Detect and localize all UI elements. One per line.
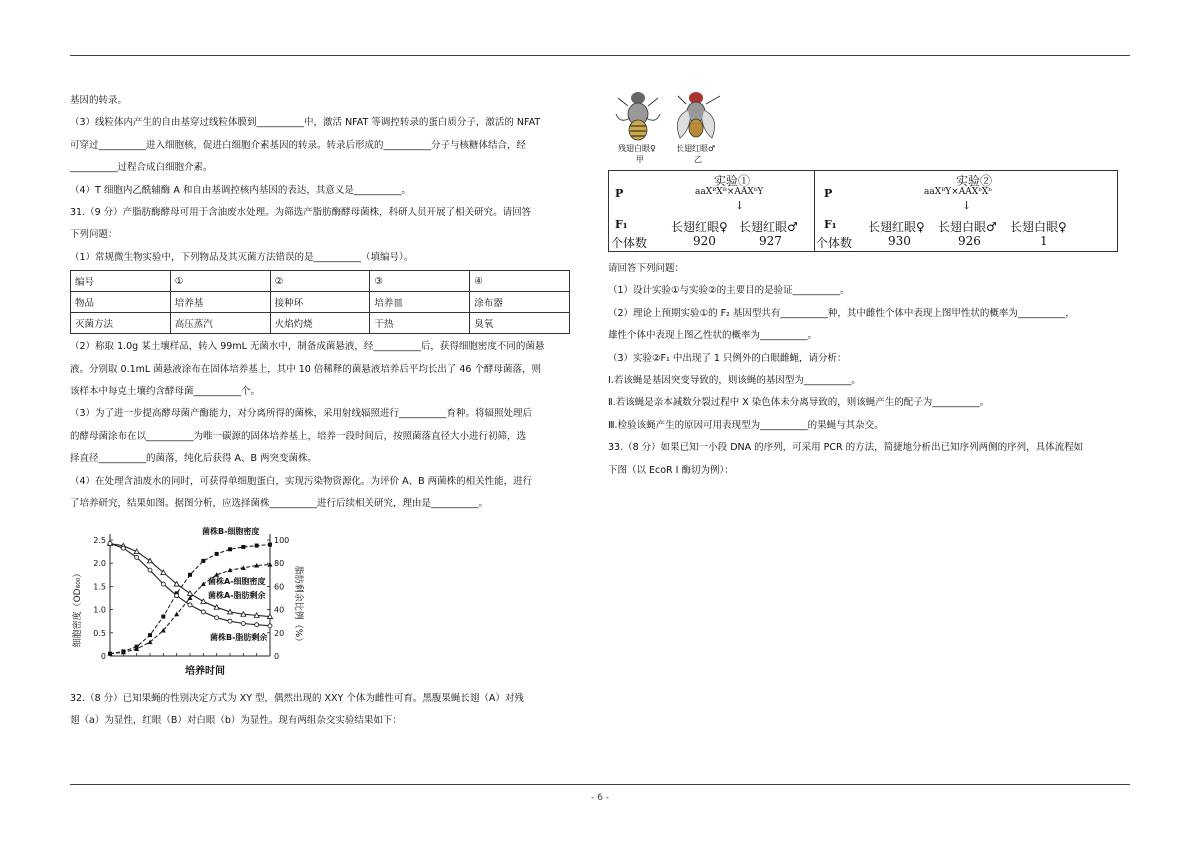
text-line: 液。分别取 0.1mL 菌悬液涂布在固体培养基上，其中 10 倍稀释的菌悬液培养后平均长出了 46 个酵母菌落，则 [70,363,541,375]
experiment-2 [816,171,1116,251]
top-rule [70,55,1130,56]
table-cell: 臭氧 [470,313,570,334]
exp1-count-0: 920 [693,234,716,248]
experiment-1 [609,171,815,251]
exp2-count-2: 1 [1040,234,1048,248]
text-line: 该样本中每克土壤约含酵母菌__________个。 [70,386,261,398]
exp1-f1-0: 长翅红眼♀ [671,220,728,234]
text-line: （1）设计实验①与实验②的主要目的是验证__________。 [608,285,850,297]
exp1-p-label: P [615,187,624,200]
table-cell: ④ [470,271,570,292]
table-row [71,271,570,292]
exp2-count-1: 926 [958,234,981,248]
exp2-f1-label: F₁ [824,218,837,231]
data-point [255,543,259,547]
table-cell: ② [270,271,370,292]
exp2-count-label: 个体数 [816,236,853,250]
table-cell: 火焰灼烧 [270,313,370,334]
exp2-arrow: ↓ [962,199,972,212]
legend-b-density: 菌株B-细胞密度 [202,526,260,536]
exp2-count-0: 930 [888,234,911,248]
legend-a-density: 菌株A-细胞密度 [208,576,266,586]
table-cell: 培养皿 [370,292,470,313]
data-point [228,547,232,551]
right-tick-label: 100 [274,535,290,545]
table-cell: 灭菌方法 [71,313,171,334]
data-point [241,544,245,548]
sterilization-table [70,270,570,334]
data-point [268,542,272,546]
text-line: 下列问题： [70,229,118,241]
fly-right-label: 长翅红眼♂ [676,144,716,153]
fly-left-sub: 甲 [636,155,644,164]
left-tick-label: 1.0 [93,605,106,615]
text-line: 择直径__________的菌落，纯化后获得 A、B 两突变菌株。 [70,453,318,465]
text-line: 请回答下列问题： [608,263,685,274]
question-33: 33.（8 分）如果已知一小段 DNA 的序列，可采用 PCR 的方法，简捷地分析出已知序列两侧的序列，具体流程如 [608,442,1084,454]
exp1-cross: aaXᴮXᴮ×AAXᵇY [695,187,764,197]
exp2-f1-2: 长翅白眼♀ [1010,220,1067,234]
text-line: 的酵母菌涂布在以__________为唯一碳源的固体培养基上，培养一段时间后，按照菌落直径大小进行初筛，选 [70,430,527,442]
exp1-arrow: ↓ [735,199,745,212]
question-31: 31.（9 分）产脂肪酶酵母可用于含油废水处理。为筛选产脂肪酶酵母菌株，科研人员开展了相关研究。请回答 [70,207,532,219]
left-tick-label: 1.5 [93,581,106,591]
exp1-title: 实验① [714,174,751,188]
left-tick-label: 0 [100,651,106,661]
data-point [188,602,192,606]
table-cell: ① [170,271,270,292]
chart-svg [70,520,330,682]
table-cell: 涂布器 [470,292,570,313]
data-point [201,609,205,613]
right-tick-label: 80 [274,558,285,568]
text-line: （2）称取 1.0g 某土壤样品，转入 99mL 无菌水中，制备成菌悬液，经__________后，获得细胞密度不同的菌悬 [70,341,545,353]
data-point [215,615,219,619]
exp1-count-label: 个体数 [611,236,648,250]
text-line: Ⅲ.检验该蝇产生的原因可用表现型为__________的果蝇与其杂交。 [608,419,884,431]
exp2-f1-1: 长翅白眼♂ [938,220,997,234]
data-point [228,619,232,623]
fly-jia-icon [616,92,660,140]
text-line: （3）线粒体内产生的自由基穿过线粒体膜到__________中，激活 NFAT 等调控转录的蛋白质分子，激活的 NFAT [70,117,541,129]
left-tick-label: 2.5 [93,535,106,545]
text-line: 下图（以 EcoR Ⅰ 酶切为例）： [608,464,734,476]
data-point [161,614,165,618]
left-column [70,90,590,732]
text-line: Ⅰ.若该蝇是基因突变导致的，则该蝇的基因型为__________。 [608,375,861,387]
data-point [148,633,152,637]
data-point [215,551,219,555]
fly-illustration [608,88,748,144]
fly-yi-icon [677,92,720,138]
culture-chart [70,520,330,682]
chart-ylabel: 细胞密度（OD₆₀₀） [73,568,83,647]
exp2-cross: aaXᴮY×AAXᵇXᵇ [924,187,992,197]
table-row [71,313,570,334]
exp1-f1-label: F₁ [615,218,628,231]
exp2-f1-0: 长翅红眼♀ [868,220,925,234]
experiment-table [608,170,1118,252]
table-cell: 培养基 [170,292,270,313]
data-point [201,598,206,603]
table-cell: 接种环 [270,292,370,313]
data-point [148,568,152,572]
table-cell: 干热 [370,313,470,334]
fly-figure [608,88,748,166]
table-cell: 高压蒸汽 [170,313,270,334]
data-point [121,546,125,550]
data-point [174,611,179,616]
fly-right-sub: 乙 [694,155,702,164]
data-point [188,572,192,576]
chart-y2label: 脂肪剩余比例（%） [293,565,303,646]
text-line: 基因的转录。 [70,95,128,106]
data-point [135,555,139,559]
text-line: （4）T 细胞内乙酰辅酶 A 和自由基调控核内基因的表达，其意义是__________。 [70,184,411,196]
data-point [268,623,272,627]
text-line: （2）理论上预期实验①的 F₂ 基因型共有__________种，其中雌性个体中表现上图甲性状的概率为__________， [608,307,1075,319]
data-point [161,582,165,586]
page-number: - 6 - [591,793,609,803]
right-column [608,88,1133,482]
data-point [255,622,259,626]
right-tick-label: 40 [274,605,285,615]
right-tick-label: 60 [274,581,285,591]
table-cell: ③ [370,271,470,292]
legend-b-fat: 菌株B-脂肪剩余 [210,632,268,642]
legend-a-fat: 菌株A-脂肪剩余 [208,590,266,600]
left-tick-label: 0.5 [93,628,106,638]
table-cell: 物品 [71,292,171,313]
text-line: 雄性个体中表现上图乙性状的概率为__________。 [608,330,818,342]
data-point [175,593,179,597]
text-line: （3）为了进一步提高酵母菌产酶能力，对分离所得的菌株，采用射线辐照进行__________育种。将辐照处理后 [70,408,533,420]
table-cell: 编号 [71,271,171,292]
bottom-rule [70,784,1130,785]
exp2-title: 实验② [956,174,993,188]
chart-xlabel: 培养时间 [185,665,225,677]
text-line: Ⅱ.若该蝇是亲本减数分裂过程中 X 染色体未分离导致的，则该蝇产生的配子为__________。 [608,397,990,409]
text-line: __________过程合成白细胞介素。 [70,162,213,174]
text-line: （4）在处理含油废水的同时，可获得单细胞蛋白，实现污染物资源化。为评价 A、B 两菌株的相关性能，进行 [70,475,533,487]
text-line: 可穿过__________进入细胞核，促进白细胞介素基因的转录。转录后形成的__________分子与核糖体结合，经 [70,139,527,151]
fly-left-label: 残翅白眼♀ [618,144,656,153]
text-line: 翅（a）为显性，红眼（B）对白眼（b）为显性。现有两组杂交实验结果如下： [70,714,402,726]
data-point [201,558,205,562]
right-tick-label: 20 [274,628,285,638]
question-32: 32.（8 分）已知果蝇的性别决定方式为 XY 型，偶然出现的 XXY 个体为雌性可育。黑腹果蝇长翅（A）对残 [70,692,524,704]
exp2-p-label: P [824,187,833,200]
data-point [241,621,245,625]
table-row [71,292,570,313]
right-tick-label: 0 [274,651,280,661]
text-line: （1）常规微生物实验中，下列物品及其灭菌方法错误的是__________（填编号）。 [70,251,414,263]
exp1-count-1: 927 [759,234,782,248]
exp1-f1-1: 长翅红眼♂ [739,220,798,234]
data-point [268,562,273,567]
data-point [108,541,112,545]
left-tick-label: 2.0 [93,558,106,568]
text-line: （3）实验②F₁ 中出现了 1 只例外的白眼雌蝇，请分析： [608,352,847,364]
text-line: 了培养研究，结果如图。据图分析，应选择菌株__________进行后续相关研究，理由是__________。 [70,498,489,510]
